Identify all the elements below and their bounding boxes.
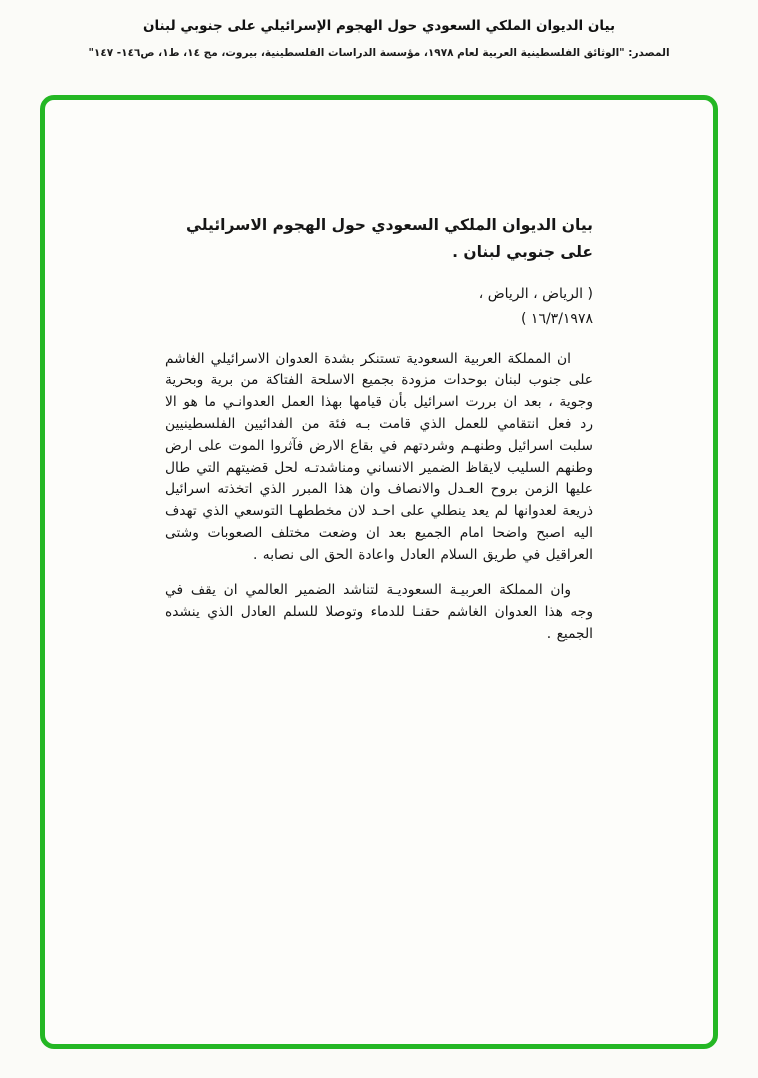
dateline-date: ١٦/٣/١٩٧٨ ) bbox=[521, 311, 593, 328]
document-paragraph-1: ان المملكة العربية السعودية تستنكر بشدة العدوان الاسرائيلي الغاشم على جنوب لبنان بوحدات مزودة بجميع الاسلحة الفتاكة من برية وبحرية وجوية ، بعد ان بررت اسرائيل بأن قيامها بهذا العمل العدوانـي ما هو الا رد فعل انتقامي للعمل الذي قامت بـه فئة من الفدائيين الفلسطينيين سلبت اسرائيل وطنهـم وشردتهم في بقاع الارض فآثروا الموت على ارض وطنهم السليب لايقاظ الضمير الانساني ومناشدتـه لحل قضيتهم التي طال عليها الزمن بروح العـدل والانصاف وان هذا المبرر الذي اتخذته اسرائيل ذريعة لعدوانها لم يعد ينطلي على احـد لان مخططهـا التوسعي الذي تهدف اليه اصبح واضحا امام الجميع بعد ان وضعت مختلف الصعوبات وشتى العراقيل في طريق السلام العادل واعادة الحق الى نصابه . bbox=[165, 350, 593, 563]
document-dateline bbox=[165, 282, 593, 332]
document-title-line2: على جنوبي لبنان . bbox=[452, 243, 593, 262]
header-source-citation: المصدر: "الوثائق الفلسطينية العربية لعام ١٩٧٨، مؤسسة الدراسات الفلسطينية، بيروت، مج ١٤، ط١، ص١٤٦- ١٤٧" bbox=[88, 47, 670, 59]
page-header bbox=[0, 18, 758, 59]
document-title-line1: بيان الديوان الملكي السعودي حول الهجوم الاسرائيلي bbox=[186, 216, 593, 234]
document-paragraph-2: وان المملكة العربيـة السعوديـة لتناشد الضمير العالمي ان يقف في وجه هذا العدوان الغاشم حقنـا للدماء وتوصلا للسلم العادل الذي ينشده الجميع . bbox=[165, 582, 593, 642]
header-title: بيان الديوان الملكي السعودي حول الهجوم الإسرائيلي على جنوبي لبنان bbox=[142, 18, 616, 34]
document-title bbox=[165, 212, 593, 266]
document-text-block bbox=[165, 212, 593, 646]
green-highlight-frame bbox=[40, 95, 718, 1049]
dateline-place: ( الرياض ، الرياض ، bbox=[478, 286, 593, 303]
scanned-document-page bbox=[45, 100, 713, 1044]
